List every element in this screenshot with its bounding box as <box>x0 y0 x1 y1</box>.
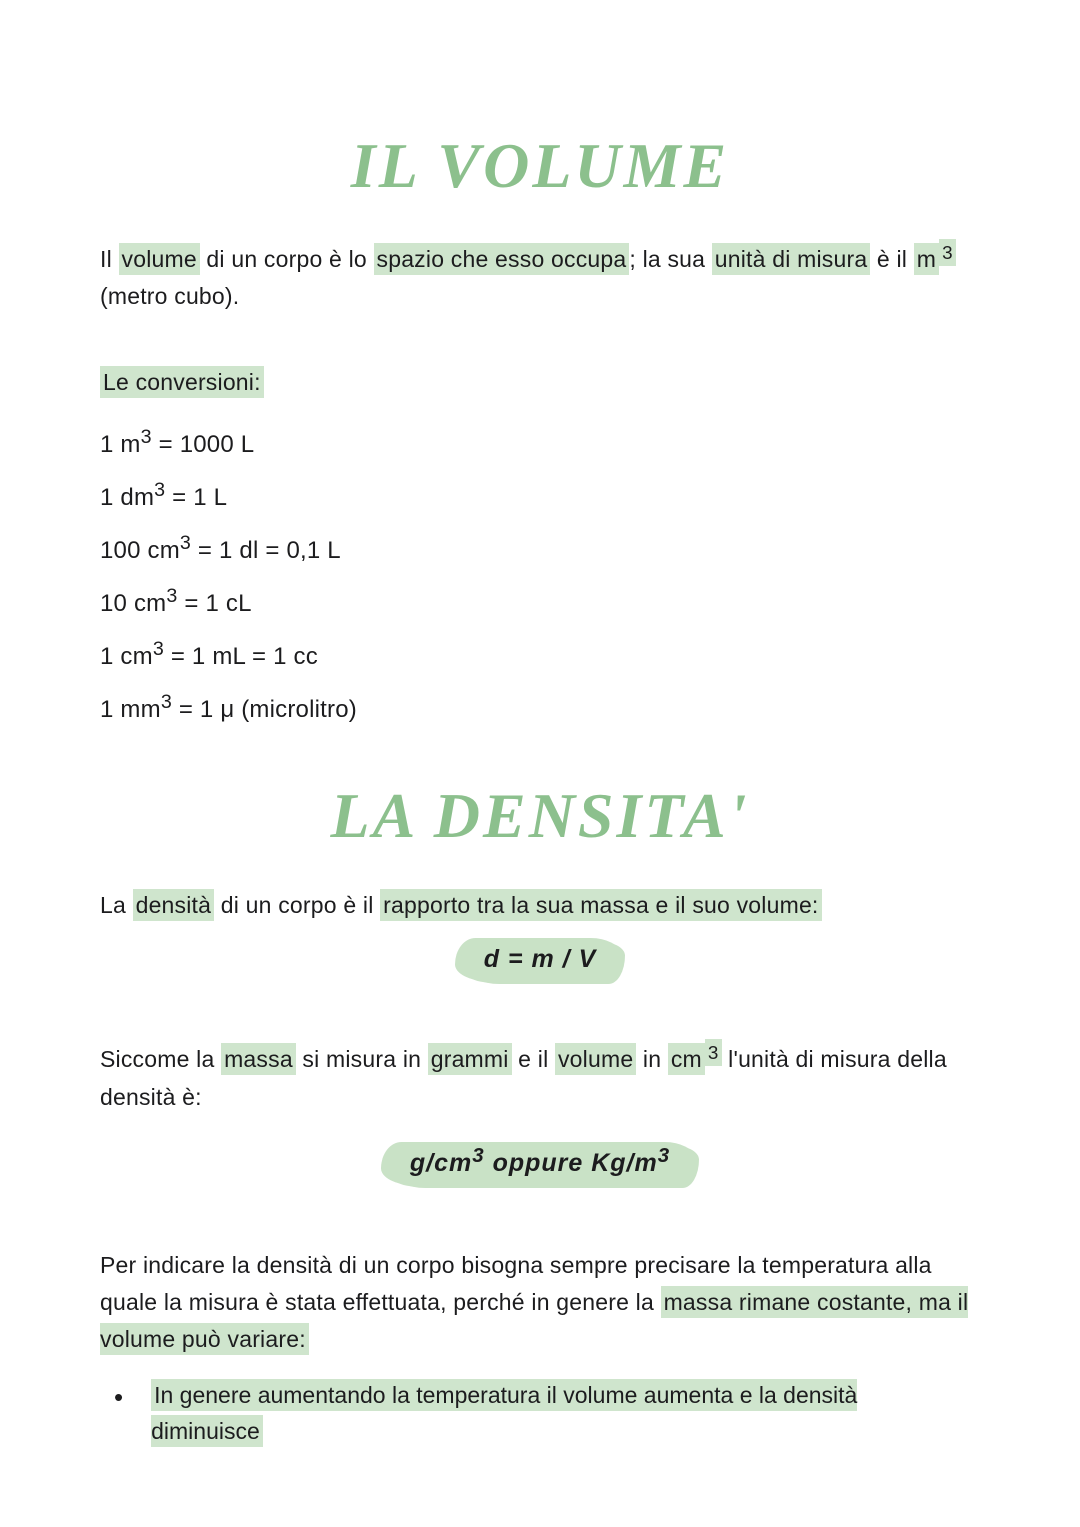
text-run: in <box>636 1046 668 1073</box>
density-intro-paragraph <box>100 887 980 924</box>
superscript: 3 <box>140 426 152 449</box>
conversions-list <box>100 426 980 724</box>
density-formula <box>100 938 980 983</box>
text-run: ; la sua <box>629 246 712 273</box>
text-run: oppure Kg/m <box>484 1148 658 1177</box>
density-formula-highlight <box>460 938 621 983</box>
text-run: l'unità di misura della densità è: <box>100 1046 947 1110</box>
density-bullet-text <box>151 1377 951 1450</box>
superscript: 3 <box>939 239 956 266</box>
text-run: volume <box>119 243 200 275</box>
text-run: massa rimane costante, ma il volume può variare: <box>100 1286 968 1355</box>
text-run: d = m / V <box>483 945 597 974</box>
conversion-item-100cm3 <box>100 532 980 565</box>
density-units-formula <box>100 1142 980 1187</box>
text-run: rapporto tra la sua massa e il suo volume: <box>380 889 821 921</box>
conversions-label <box>100 364 980 401</box>
superscript: 3 <box>166 585 178 608</box>
superscript: 3 <box>152 638 164 661</box>
superscript: 3 <box>154 479 166 502</box>
text-run: = 1000 L <box>151 430 255 458</box>
density-title: LA DENSITA' <box>330 779 750 851</box>
conversion-item-mm3 <box>100 691 980 724</box>
text-run: (metro cubo). <box>100 283 240 310</box>
text-run: e il <box>511 1046 555 1073</box>
text-run: 10 cm <box>100 589 167 617</box>
density-bullet-item <box>100 1377 980 1450</box>
superscript: 3 <box>657 1143 671 1167</box>
conversion-item-1cm3 <box>100 638 980 671</box>
text-run: = 1 μ (microlitro) <box>171 695 357 723</box>
text-run: La <box>100 892 133 919</box>
text-run: Le conversioni: <box>100 366 264 398</box>
text-run: 1 mm <box>100 695 161 723</box>
text-run: Il <box>100 246 119 273</box>
volume-intro-paragraph <box>100 241 980 316</box>
text-run: = 1 cL <box>177 589 252 617</box>
bullet-icon: • <box>114 1381 124 1412</box>
text-run: si misura in <box>295 1046 428 1073</box>
text-run: Siccome la <box>100 1046 222 1073</box>
text-run: massa <box>221 1043 296 1075</box>
text-run: di un corpo è lo <box>199 246 374 273</box>
text-run: 1 dm <box>100 483 155 511</box>
text-run: 1 cm <box>100 642 153 670</box>
density-units-formula-highlight <box>386 1142 694 1187</box>
density-temperature-paragraph <box>100 1247 980 1359</box>
superscript: 3 <box>472 1143 485 1167</box>
conversion-item-10cm3 <box>100 585 980 618</box>
text-run: è il <box>870 246 914 273</box>
text-run: di un corpo è il <box>214 892 381 919</box>
text-run: cm <box>668 1043 705 1075</box>
text-run: Per indicare la densità di un corpo bisogna sempre precisare la temperatura alla quale la misura è stata effettuata, perché in genere la <box>100 1251 932 1316</box>
superscript: 3 <box>705 1039 722 1066</box>
superscript: 3 <box>160 691 172 714</box>
text-run: = 1 L <box>165 483 228 511</box>
text-run: m <box>914 243 939 275</box>
text-run: In genere aumentando la temperatura il volume aumenta e la densità diminuisce <box>151 1379 857 1447</box>
text-run: densità <box>133 889 215 921</box>
conversion-item-dm3 <box>100 479 980 512</box>
text-run: grammi <box>428 1043 512 1075</box>
text-run: 100 cm <box>100 536 180 564</box>
volume-title: IL VOLUME <box>350 130 730 201</box>
density-units-paragraph <box>100 1041 980 1116</box>
text-run: spazio che esso occupa <box>374 243 630 275</box>
text-run: 1 m <box>100 430 141 458</box>
text-run: g/cm <box>409 1148 473 1177</box>
text-run: = 1 mL = 1 cc <box>163 642 318 670</box>
text-run: volume <box>555 1043 636 1075</box>
superscript: 3 <box>179 532 192 555</box>
text-run: unità di misura <box>712 243 871 275</box>
conversion-item-m3 <box>100 426 980 459</box>
text-run: = 1 dl = 0,1 L <box>191 536 341 564</box>
